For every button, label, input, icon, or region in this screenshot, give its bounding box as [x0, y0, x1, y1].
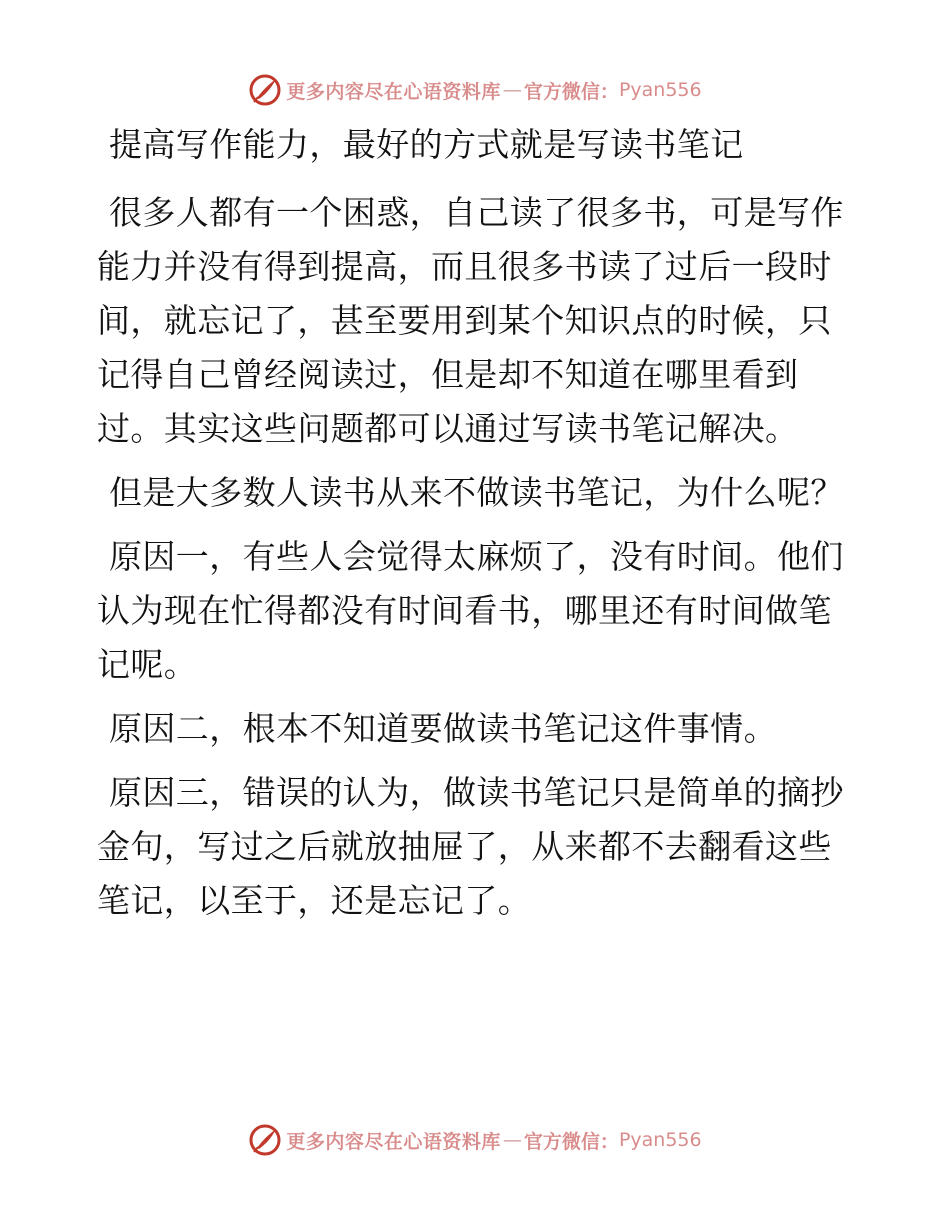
document-body — [97, 118, 857, 938]
paragraph-4: 原因二，根本不知道要做读书笔记这件事情。 — [109, 709, 777, 748]
header-wechat-label: 官方微信： — [523, 80, 619, 103]
feather-logo-icon — [248, 73, 282, 107]
header-dash: — — [502, 79, 522, 101]
header-wechat-id: Pyan556 — [618, 79, 702, 101]
footer-banner — [0, 1120, 950, 1160]
footer-site-text: 更多内容尽在心语资料库 — [286, 1130, 501, 1153]
feather-logo-icon — [248, 1123, 282, 1157]
footer-wechat-label: 官方微信： — [523, 1130, 619, 1153]
paragraph-2: 但是大多数人读书从来不做读书笔记，为什么呢？ — [109, 473, 844, 512]
footer-dash: — — [502, 1129, 522, 1151]
paragraph-1: 很多人都有一个困惑，自己读了很多书，可是写作能力并没有得到提高，而且很多书读了过后一段时间，就忘记了，甚至要用到某个知识点的时候，只记得自己曾经阅读过，但是却不知道在哪里看到过。其实这些问题都可以通过写读书笔记解决。 — [97, 193, 844, 448]
paragraph-3: 原因一，有些人会觉得太麻烦了，没有时间。他们认为现在忙得都没有时间看书，哪里还有时间做笔记呢。 — [97, 537, 844, 684]
footer-wechat-id: Pyan556 — [618, 1129, 702, 1151]
document-title: 提高写作能力，最好的方式就是写读书笔记 — [109, 125, 744, 164]
header-site-text: 更多内容尽在心语资料库 — [286, 80, 501, 103]
header-banner — [0, 70, 950, 110]
paragraph-5: 原因三，错误的认为，做读书笔记只是简单的摘抄金句，写过之后就放抽屉了，从来都不去翻看这些笔记，以至于，还是忘记了。 — [97, 773, 844, 920]
